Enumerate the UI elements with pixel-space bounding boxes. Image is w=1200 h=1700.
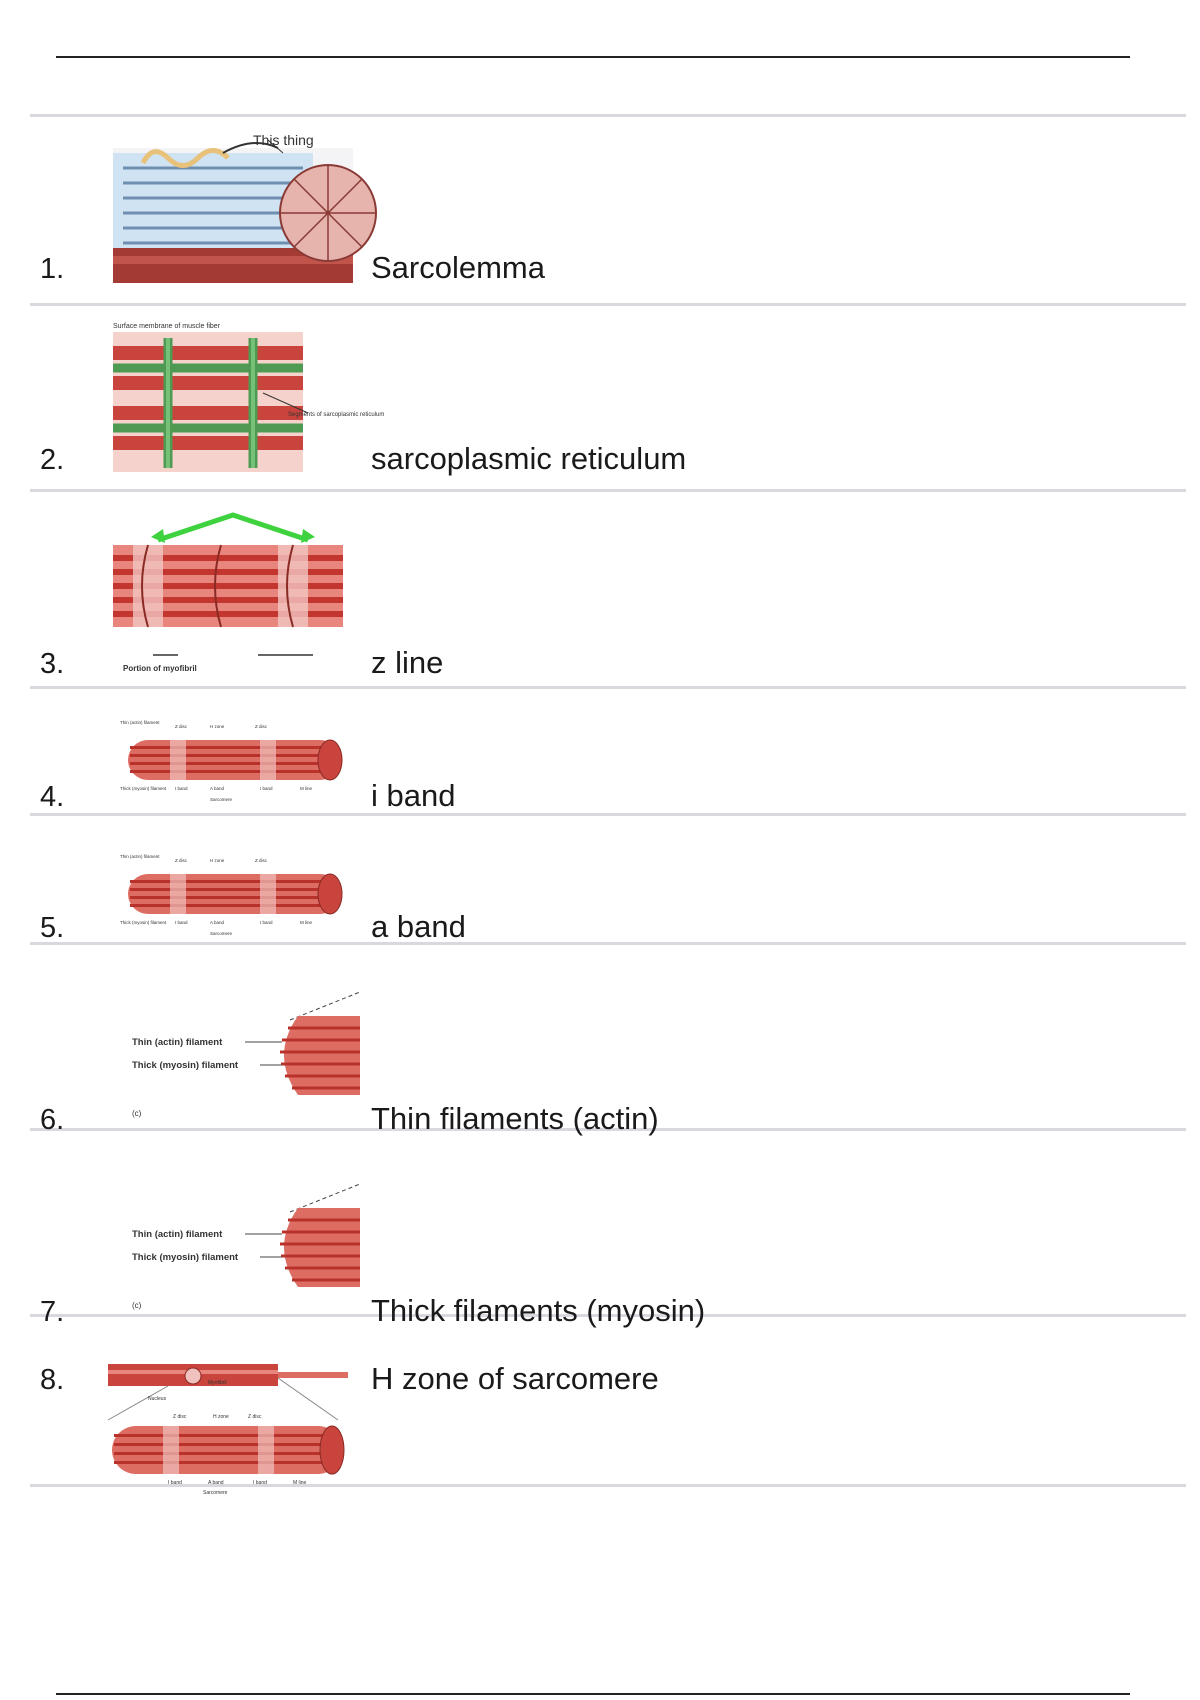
h-zone-figure — [108, 1360, 358, 1500]
row-divider — [30, 686, 1186, 689]
item-term: Thin filaments (actin) — [371, 1101, 659, 1136]
item-term: i band — [371, 778, 456, 813]
item-term: H zone of sarcomere — [371, 1361, 659, 1396]
item-term: a band — [371, 909, 466, 944]
i-band-figure — [120, 718, 360, 810]
panel-label: (c) — [132, 1301, 142, 1310]
figure-label: M line — [300, 920, 313, 925]
z-line-figure — [113, 505, 363, 685]
figure-label: Z disc — [175, 724, 188, 729]
figure-label: Z disc — [248, 1414, 262, 1420]
item-number: 7. — [40, 1296, 65, 1328]
item-number: 8. — [40, 1364, 65, 1396]
figure-label: Myofibril — [208, 1380, 227, 1386]
item-number: 5. — [40, 912, 65, 944]
sarcolemma-figure — [113, 128, 363, 283]
sarcoplasmic-reticulum-figure — [113, 318, 385, 473]
figure-label: I band — [253, 1480, 267, 1486]
figure-label: Thin (actin) filament — [120, 854, 160, 859]
row-divider — [30, 114, 1186, 117]
figure-label: Z disc — [175, 858, 188, 863]
figure-label: Z disc — [255, 858, 268, 863]
item-term: Sarcolemma — [371, 250, 545, 285]
item-number: 6. — [40, 1104, 65, 1136]
thin-label: Thin (actin) filament — [132, 1037, 223, 1048]
figure-label: I band — [175, 920, 188, 925]
figure-label: A band — [208, 1480, 224, 1486]
figure-label: M line — [293, 1480, 307, 1486]
figure-label: This thing — [253, 132, 314, 148]
row-divider — [30, 813, 1186, 816]
figure-label: I band — [168, 1480, 182, 1486]
item-number: 2. — [40, 444, 65, 476]
figure-label: Thin (actin) filament — [120, 720, 160, 725]
thin-label: Thin (actin) filament — [132, 1229, 223, 1240]
figure-label: Sarcomere — [203, 1490, 228, 1496]
figure-label: Nucleus — [148, 1396, 167, 1402]
item-number: 4. — [40, 781, 65, 813]
figure-label: M line — [300, 786, 313, 791]
figure-label: I band — [175, 786, 188, 791]
figure-caption: Portion of myofibril — [123, 664, 197, 673]
figure-label: A band — [210, 786, 225, 791]
figure-label: I band — [260, 920, 273, 925]
figure-label: Z disc — [255, 724, 268, 729]
top-rule — [56, 56, 1130, 58]
figure-label: H zone — [210, 724, 225, 729]
figure-label: Sarcomere — [210, 931, 233, 936]
item-term: z line — [371, 645, 444, 680]
item-number: 1. — [40, 253, 65, 285]
figure-label: Segments of sarcoplasmic reticulum — [288, 412, 385, 418]
figure-label: H zone — [213, 1414, 229, 1420]
figure-label: Z disc — [173, 1414, 187, 1420]
thin-filament-figure — [120, 980, 365, 1130]
figure-caption: Surface membrane of muscle fiber — [113, 323, 220, 330]
bottom-rule — [56, 1693, 1130, 1695]
figure-label: I band — [260, 786, 273, 791]
figure-label: Sarcomere — [210, 797, 233, 802]
row-divider — [30, 303, 1186, 306]
panel-label: (c) — [132, 1109, 142, 1118]
figure-label: A band — [210, 920, 225, 925]
thick-label: Thick (myosin) filament — [132, 1060, 239, 1071]
row-divider — [30, 489, 1186, 492]
figure-label: H zone — [210, 858, 225, 863]
item-number: 3. — [40, 648, 65, 680]
a-band-figure — [120, 852, 360, 944]
thick-filament-figure — [120, 1172, 365, 1322]
figure-label: Thick (myosin) filament — [120, 786, 167, 791]
figure-label: Thick (myosin) filament — [120, 920, 167, 925]
item-term: Thick filaments (myosin) — [371, 1293, 706, 1328]
item-term: sarcoplasmic reticulum — [371, 441, 687, 476]
thick-label: Thick (myosin) filament — [132, 1252, 239, 1263]
